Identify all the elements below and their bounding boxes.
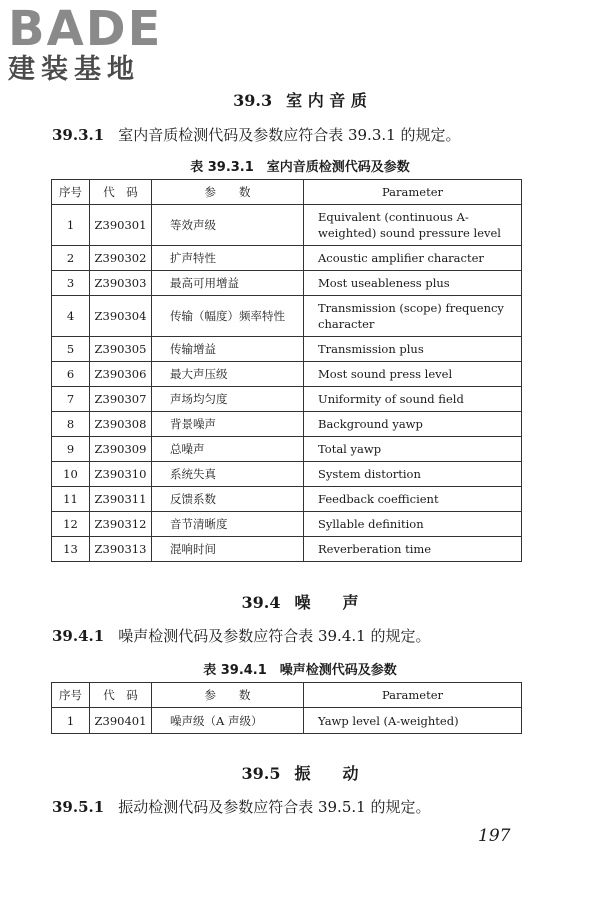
- table-row: [52, 487, 522, 512]
- table-title-39-3-1: 表 39.3.1 室内音质检测代码及参数: [190, 160, 410, 175]
- section-number: 39.3: [233, 91, 273, 110]
- section-title: 噪 声: [294, 593, 359, 612]
- page-number: 197: [478, 826, 511, 846]
- table-row: [52, 462, 522, 487]
- cell-code: Z390309: [90, 437, 152, 462]
- cell-param-cn: 扩声特性: [152, 246, 304, 271]
- cell-param-en: Most sound press level: [304, 362, 522, 387]
- cell-param-cn: 混响时间: [152, 537, 304, 562]
- section-heading-39-4: [0, 590, 600, 613]
- cell-param-cn: 等效声级: [152, 205, 304, 246]
- cell-index: 2: [52, 246, 90, 271]
- cell-param-en: Uniformity of sound field: [304, 387, 522, 412]
- cell-param-en: Syllable definition: [304, 512, 522, 537]
- cell-param-cn: 背景噪声: [152, 412, 304, 437]
- table-header-row: [52, 683, 522, 708]
- cell-index: 12: [52, 512, 90, 537]
- header-param-cn: 参 数: [152, 683, 304, 708]
- cell-code: Z390306: [90, 362, 152, 387]
- cell-code: Z390303: [90, 271, 152, 296]
- cell-code: Z390308: [90, 412, 152, 437]
- header-code: 代 码: [90, 683, 152, 708]
- cell-param-en: System distortion: [304, 462, 522, 487]
- table-row: [52, 387, 522, 412]
- clause-text: 室内音质检测代码及参数应符合表 39.3.1 的规定。: [118, 126, 461, 144]
- cell-index: 10: [52, 462, 90, 487]
- table-39-3-1: [51, 179, 522, 562]
- header-code: 代 码: [90, 180, 152, 205]
- cell-param-en: Transmission plus: [304, 337, 522, 362]
- table-header-row: [52, 180, 522, 205]
- clause-text: 噪声检测代码及参数应符合表 39.4.1 的规定。: [118, 627, 431, 645]
- cell-code: Z390302: [90, 246, 152, 271]
- cell-code: Z390304: [90, 296, 152, 337]
- section-heading-39-5: [0, 761, 600, 784]
- header-param-en: Parameter: [304, 180, 522, 205]
- clause-39-5-1: [52, 796, 430, 817]
- table-row: [52, 708, 522, 734]
- clause-number: 39.4.1: [52, 627, 105, 645]
- clause-39-3-1: [52, 124, 460, 145]
- cell-index: 5: [52, 337, 90, 362]
- cell-index: 9: [52, 437, 90, 462]
- section-number: 39.4: [241, 593, 281, 612]
- cell-code: Z390311: [90, 487, 152, 512]
- table-row: [52, 437, 522, 462]
- cell-code: Z390307: [90, 387, 152, 412]
- table-row: [52, 296, 522, 337]
- section-heading-39-3: [0, 88, 600, 111]
- header-param-en: Parameter: [304, 683, 522, 708]
- cell-param-en: Total yawp: [304, 437, 522, 462]
- header-param-cn: 参 数: [152, 180, 304, 205]
- cell-param-cn: 系统失真: [152, 462, 304, 487]
- table-row: [52, 512, 522, 537]
- table-row: [52, 246, 522, 271]
- cell-param-en: Acoustic amplifier character: [304, 246, 522, 271]
- cell-index: 1: [52, 205, 90, 246]
- table-row: [52, 362, 522, 387]
- cell-param-en: Transmission (scope) frequency character: [304, 296, 522, 337]
- clause-number: 39.5.1: [52, 798, 105, 816]
- clause-text: 振动检测代码及参数应符合表 39.5.1 的规定。: [118, 798, 431, 816]
- cell-param-en: Background yawp: [304, 412, 522, 437]
- cell-param-cn: 传输（幅度）频率特性: [152, 296, 304, 337]
- cell-index: 13: [52, 537, 90, 562]
- clause-number: 39.3.1: [52, 126, 105, 144]
- section-title: 振 动: [294, 764, 359, 783]
- logo-brand: BADE: [8, 1, 163, 57]
- table-row: [52, 337, 522, 362]
- cell-index: 7: [52, 387, 90, 412]
- table-row: [52, 537, 522, 562]
- table-title-39-4-1: 表 39.4.1 噪声检测代码及参数: [203, 663, 397, 678]
- cell-param-cn: 最高可用增益: [152, 271, 304, 296]
- table-row: [52, 205, 522, 246]
- cell-index: 6: [52, 362, 90, 387]
- cell-index: 3: [52, 271, 90, 296]
- cell-param-cn: 传输增益: [152, 337, 304, 362]
- cell-index: 8: [52, 412, 90, 437]
- brand-logo: [8, 1, 178, 86]
- table-row: [52, 412, 522, 437]
- cell-code: Z390301: [90, 205, 152, 246]
- cell-param-en: Most useableness plus: [304, 271, 522, 296]
- cell-code: Z390401: [90, 708, 152, 734]
- cell-code: Z390305: [90, 337, 152, 362]
- cell-code: Z390312: [90, 512, 152, 537]
- table-39-4-1: [51, 682, 522, 734]
- cell-index: 4: [52, 296, 90, 337]
- cell-param-cn: 总噪声: [152, 437, 304, 462]
- cell-param-en: Yawp level (A-weighted): [304, 708, 522, 734]
- section-number: 39.5: [241, 764, 281, 783]
- cell-param-cn: 声场均匀度: [152, 387, 304, 412]
- clause-39-4-1: [52, 625, 430, 646]
- cell-index: 11: [52, 487, 90, 512]
- table-row: [52, 271, 522, 296]
- cell-code: Z390313: [90, 537, 152, 562]
- section-title: 室 内 音 质: [286, 91, 367, 110]
- header-index: 序号: [52, 683, 90, 708]
- cell-param-cn: 最大声压级: [152, 362, 304, 387]
- header-index: 序号: [52, 180, 90, 205]
- cell-param-cn: 音节清晰度: [152, 512, 304, 537]
- cell-param-cn: 噪声级（A 声级）: [152, 708, 304, 734]
- logo-subtitle: 建装基地: [8, 54, 140, 85]
- cell-code: Z390310: [90, 462, 152, 487]
- cell-index: 1: [52, 708, 90, 734]
- cell-param-en: Equivalent (continuous A-weighted) sound pressure level: [304, 205, 522, 246]
- cell-param-en: Reverberation time: [304, 537, 522, 562]
- cell-param-cn: 反馈系数: [152, 487, 304, 512]
- cell-param-en: Feedback coefficient: [304, 487, 522, 512]
